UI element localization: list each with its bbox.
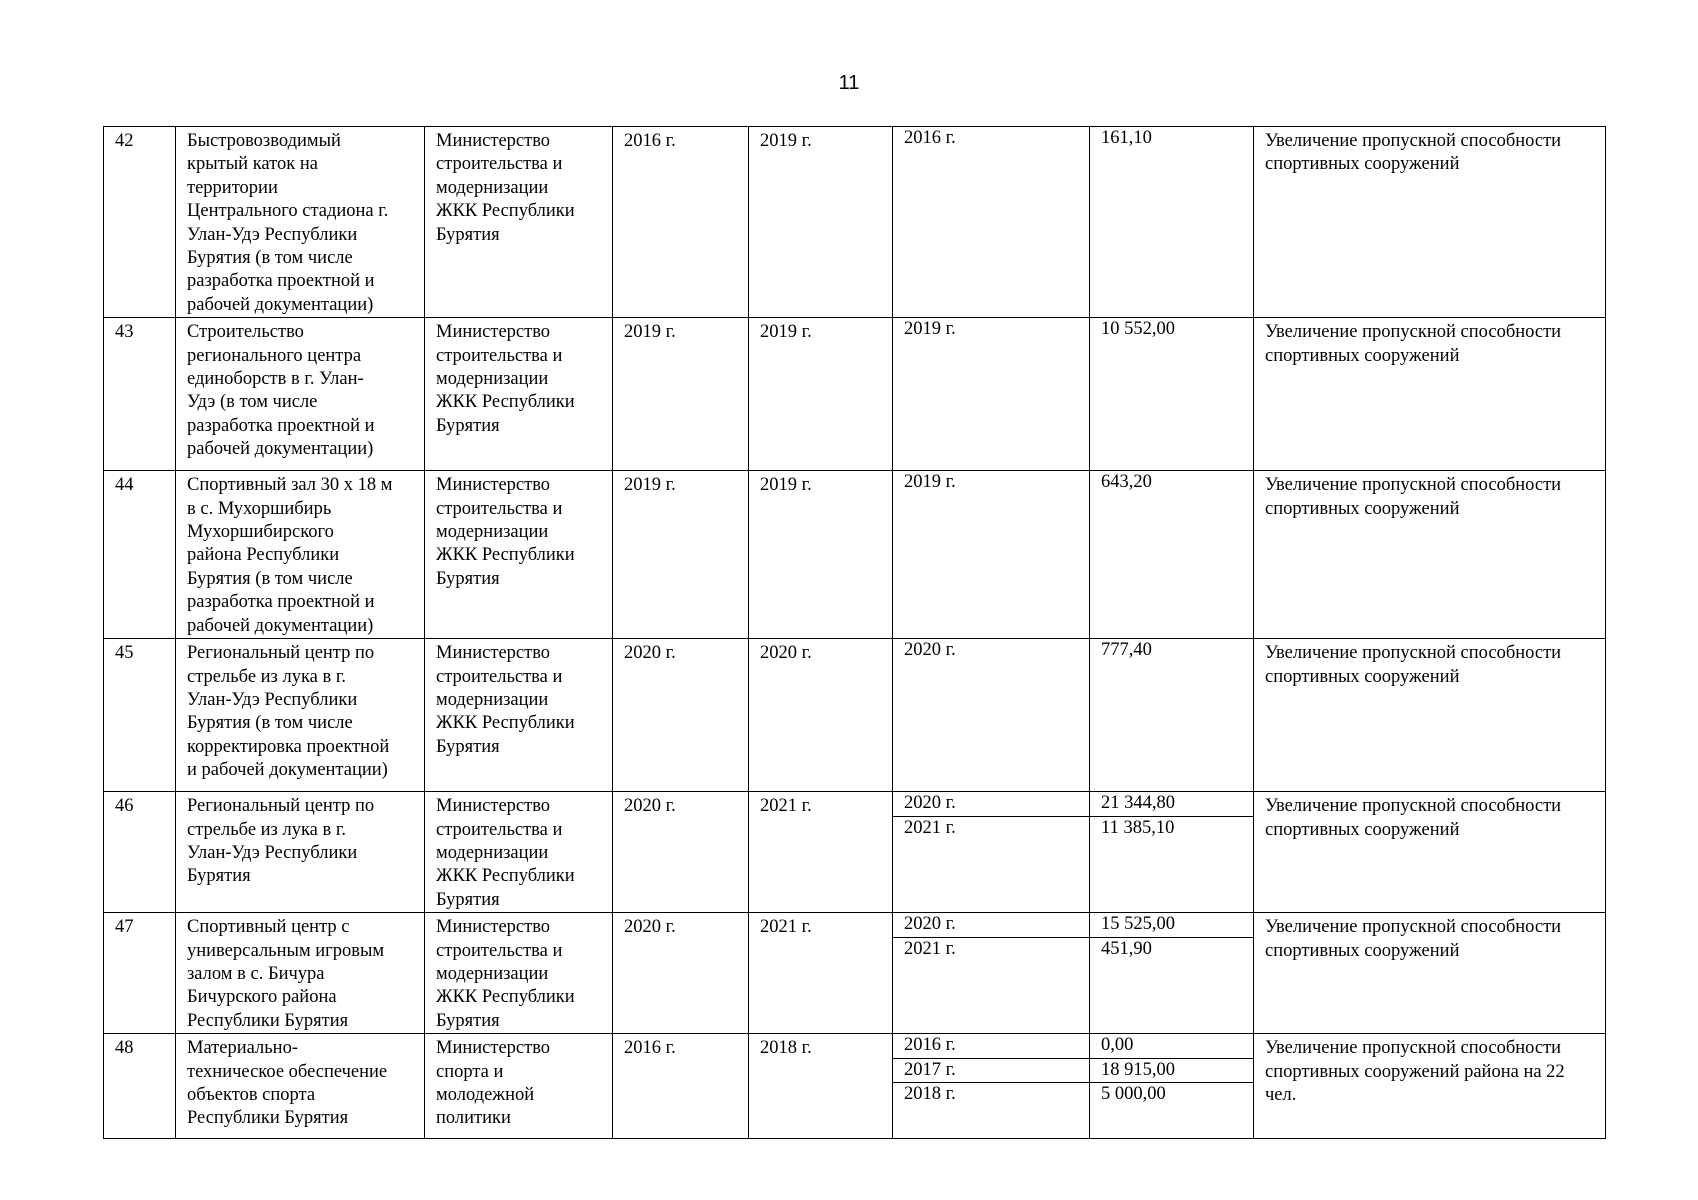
cell-start-year: 2020 г. (613, 792, 749, 913)
cell-object: Быстровозводимый крытый каток на территории Центрального стадиона г. Улан-Удэ Республики Бурятия (в том числе разработка проектной и рабочей документации) (176, 127, 425, 318)
cell-funding-years (893, 471, 1090, 639)
funding-amount: 5 000,00 (1090, 1082, 1253, 1106)
table-row (104, 639, 1606, 792)
funding-year: 2016 г. (904, 1035, 956, 1056)
cell-result: Увеличение пропускной способности спортивных сооружений (1254, 639, 1606, 792)
cell-number: 48 (104, 1034, 176, 1139)
cell-funding-years (893, 639, 1090, 792)
cell-end-year: 2019 г. (749, 471, 893, 639)
funding-year: 2020 г. (904, 793, 956, 814)
cell-funding-years (893, 913, 1090, 1034)
cell-end-year: 2019 г. (749, 127, 893, 318)
funding-amount: 10 552,00 (1101, 319, 1175, 340)
cell-start-year: 2020 г. (613, 639, 749, 792)
funding-amount: 451,90 (1090, 937, 1253, 961)
funding-amount: 777,40 (1101, 640, 1152, 661)
cell-number: 42 (104, 127, 176, 318)
cell-ministry: Министерство спорта и молодежной политики (425, 1034, 613, 1139)
cell-start-year: 2019 г. (613, 471, 749, 639)
cell-ministry: Министерство строительства и модернизации ЖКК Республики Бурятия (425, 792, 613, 913)
funding-year: 2018 г. (893, 1082, 1089, 1106)
cell-object: Региональный центр по стрельбе из лука в г. Улан-Удэ Республики Бурятия (176, 792, 425, 913)
cell-funding-years (893, 792, 1090, 913)
funding-amount: 18 915,00 (1090, 1058, 1253, 1082)
cell-start-year: 2020 г. (613, 913, 749, 1034)
cell-end-year: 2019 г. (749, 318, 893, 471)
funding-year: 2020 г. (904, 914, 956, 935)
cell-ministry: Министерство строительства и модернизации ЖКК Республики Бурятия (425, 913, 613, 1034)
funding-amount: 0,00 (1101, 1035, 1134, 1056)
cell-number: 47 (104, 913, 176, 1034)
cell-funding-amounts (1090, 318, 1254, 471)
cell-end-year: 2018 г. (749, 1034, 893, 1139)
table-row (104, 913, 1606, 1034)
table-row (104, 471, 1606, 639)
cell-number: 46 (104, 792, 176, 913)
cell-ministry: Министерство строительства и модернизации ЖКК Республики Бурятия (425, 127, 613, 318)
cell-start-year: 2019 г. (613, 318, 749, 471)
funding-year: 2017 г. (893, 1058, 1089, 1082)
cell-end-year: 2020 г. (749, 639, 893, 792)
cell-funding-amounts (1090, 1034, 1254, 1139)
funding-year: 2021 г. (893, 816, 1089, 840)
cell-funding-amounts (1090, 792, 1254, 913)
funding-amount: 643,20 (1101, 472, 1152, 493)
funding-year: 2019 г. (904, 319, 956, 340)
cell-ministry: Министерство строительства и модернизации ЖКК Республики Бурятия (425, 471, 613, 639)
cell-end-year: 2021 г. (749, 792, 893, 913)
table-body (104, 127, 1606, 1139)
cell-ministry: Министерство строительства и модернизации ЖКК Республики Бурятия (425, 639, 613, 792)
cell-funding-amounts (1090, 639, 1254, 792)
cell-funding-years (893, 127, 1090, 318)
cell-object: Спортивный центр с универсальным игровым залом в с. Бичура Бичурского района Республики Бурятия (176, 913, 425, 1034)
cell-end-year: 2021 г. (749, 913, 893, 1034)
cell-result: Увеличение пропускной способности спортивных сооружений района на 22 чел. (1254, 1034, 1606, 1139)
funding-year: 2016 г. (904, 128, 956, 148)
cell-start-year: 2016 г. (613, 1034, 749, 1139)
table-row (104, 127, 1606, 318)
funding-year: 2020 г. (904, 640, 956, 661)
funding-year: 2019 г. (904, 472, 956, 493)
cell-number: 45 (104, 639, 176, 792)
cell-start-year: 2016 г. (613, 127, 749, 318)
cell-result: Увеличение пропускной способности спортивных сооружений (1254, 792, 1606, 913)
table-row (104, 1034, 1606, 1139)
cell-result: Увеличение пропускной способности спортивных сооружений (1254, 127, 1606, 318)
funding-amount: 161,10 (1101, 128, 1152, 148)
cell-funding-amounts (1090, 913, 1254, 1034)
funding-amount: 15 525,00 (1101, 914, 1175, 935)
objects-table (103, 126, 1606, 1139)
cell-result: Увеличение пропускной способности спортивных сооружений (1254, 471, 1606, 639)
page-number: 11 (838, 72, 860, 94)
cell-funding-amounts (1090, 127, 1254, 318)
cell-funding-years (893, 1034, 1090, 1139)
cell-object: Материально- техническое обеспечение объектов спорта Республики Бурятия (176, 1034, 425, 1139)
cell-number: 44 (104, 471, 176, 639)
funding-amount: 21 344,80 (1101, 793, 1175, 814)
cell-result: Увеличение пропускной способности спортивных сооружений (1254, 318, 1606, 471)
cell-object: Строительство регионального центра единоборств в г. Улан- Удэ (в том числе разработка проектной и рабочей документации) (176, 318, 425, 471)
cell-funding-amounts (1090, 471, 1254, 639)
cell-number: 43 (104, 318, 176, 471)
cell-ministry: Министерство строительства и модернизации ЖКК Республики Бурятия (425, 318, 613, 471)
cell-funding-years (893, 318, 1090, 471)
funding-amount: 11 385,10 (1090, 816, 1253, 840)
cell-result: Увеличение пропускной способности спортивных сооружений (1254, 913, 1606, 1034)
table-row (104, 792, 1606, 913)
funding-year: 2021 г. (893, 937, 1089, 961)
table-row (104, 318, 1606, 471)
cell-object: Региональный центр по стрельбе из лука в г. Улан-Удэ Республики Бурятия (в том числе корректировка проектной и рабочей документации) (176, 639, 425, 792)
cell-object: Спортивный зал 30 х 18 м в с. Мухоршибирь Мухоршибирского района Республики Бурятия (в том числе разработка проектной и рабочей документации) (176, 471, 425, 639)
